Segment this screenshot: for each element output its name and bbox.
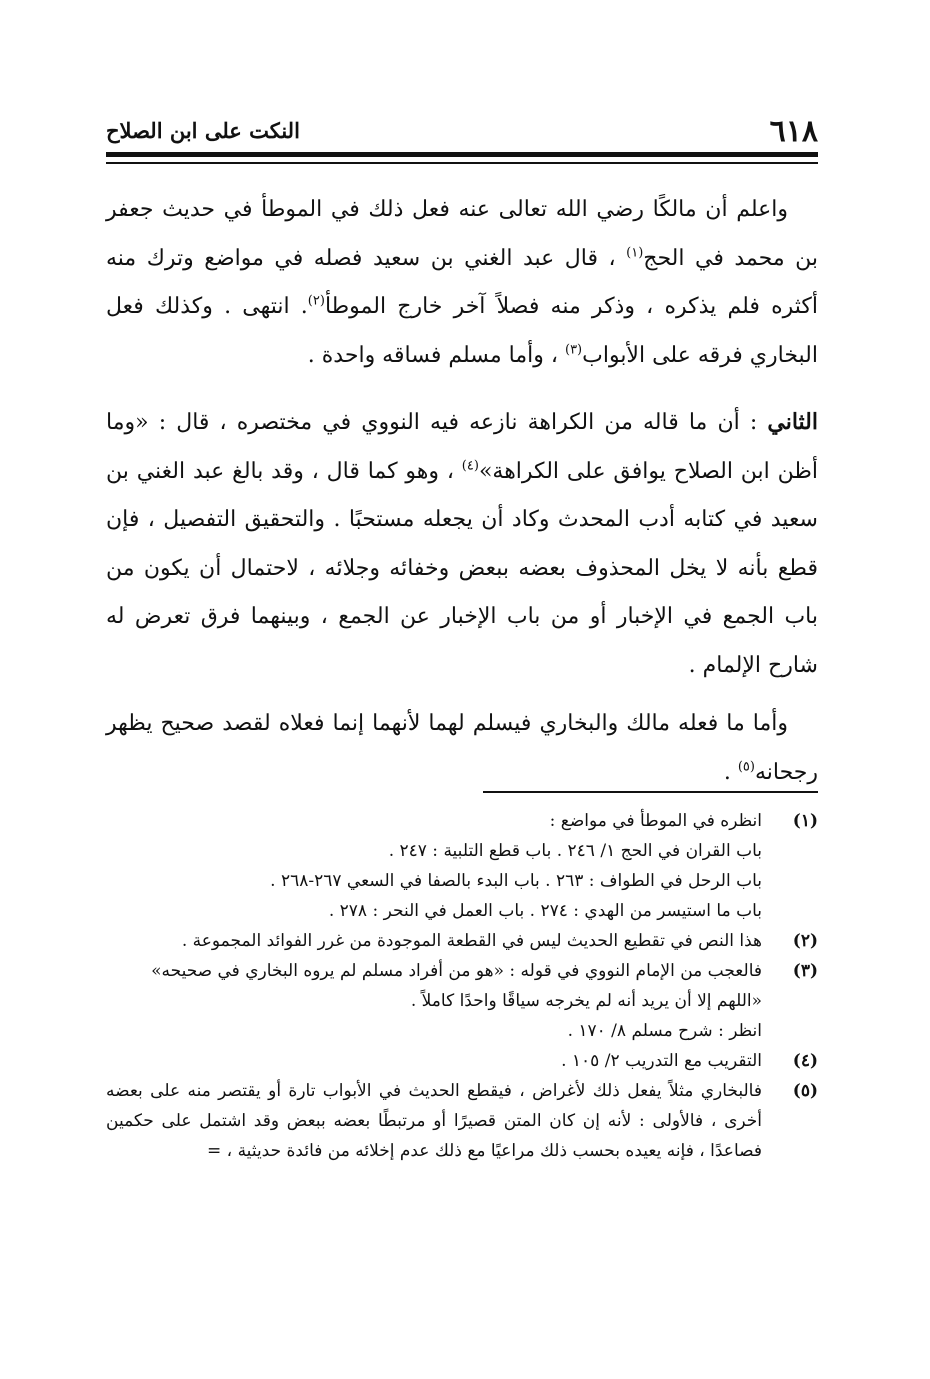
footnote-4 [106, 1046, 818, 1076]
footnotes [106, 806, 818, 1166]
footnote-number: (٣) [792, 961, 818, 981]
footnote-line: التقريب مع التدريب ٢/ ١٠٥ . [561, 1051, 762, 1071]
footnote-separator [483, 791, 818, 793]
footnote-text: فالبخاري مثلاً يفعل ذلك لأغراض ، فيقطع الحديث في الأبواب تارة أو يقتصر منه على بعضه أخرى ، فالأولى : لأنه إن كان المتن قصيرًا أو مرتبطًا بعضه ببعض وقد اشتمل على حكمين فصاعدًا ، فإنه يعيده بحسب ذلك مراعيًا مع ذلك عدم إخلائه من فائدة حديثية ، = [106, 1081, 762, 1161]
page-header [106, 112, 818, 152]
footnote-number: (٤) [792, 1051, 818, 1071]
header-rule-thick [106, 152, 818, 157]
footnote-1 [106, 806, 818, 926]
footnote-number: (٢) [792, 931, 818, 951]
page-number: ٦١٨ [769, 114, 818, 149]
paragraph-3-text-b: . [723, 759, 738, 785]
footnote-line: «اللهم إلا أن يريد أنه لم يخرجه سياقًا واحدًا كاملاً . [410, 991, 762, 1011]
paragraph-1-text: واعلم أن مالكًا رضي الله تعالى عنه فعل ذلك في الموطأ في حديث جعفر بن محمد في الحج [106, 197, 818, 271]
footnote-ref-2: (٢) [307, 293, 325, 309]
paragraph-3 [106, 700, 818, 797]
footnote-number: (١) [792, 811, 818, 831]
footnote-ref-4: (٤) [461, 458, 479, 474]
paragraph-3-text: وأما ما فعله مالك والبخاري فيسلم لهما لأنهما إنما فعلاه لقصد صحيح يظهر رجحانه [106, 711, 818, 785]
footnote-number: (٥) [792, 1081, 818, 1101]
main-text [106, 186, 818, 797]
footnote-ref-3: (٣) [564, 342, 583, 358]
paragraph-1-text-d: ، وأما مسلم فساقه واحدة . [307, 342, 565, 368]
paragraph-1-text-b: ، قال عبد الغني بن سعيد فصله في مواضع وترك منه أكثره فلم يذكره ، وذكر منه فصلاً آخر خارج الموطأ [106, 245, 818, 319]
running-title: النكت على ابن الصلاح [106, 118, 300, 143]
footnote-line: انظر : شرح مسلم ٨/ ١٧٠ . [567, 1021, 762, 1041]
footnote-5 [106, 1076, 818, 1166]
paragraph-2-text-b: ، وهو كما قال ، وقد بالغ عبد الغني بن سعيد في كتابه أدب المحدث وكاد أن يجعله مستحبًا . والتحقيق التفصيل ، فإن قطع بأنه لا يخل المحذوف بعضه ببعض وخفائه وجلائه ، لاحتمال أن يكون من باب الجمع في الإخبار أو من باب الإخبار عن الجمع ، وبينهما فرق تعرض له شارح الإلمام . [106, 458, 818, 678]
paragraph-2-text: : أن ما قاله من الكراهة نازعه فيه النووي في مختصره ، قال : «وما أظن ابن الصلاح يوافق على الكراهة» [106, 410, 818, 484]
footnote-3 [106, 956, 818, 1046]
footnote-2 [106, 926, 818, 956]
footnote-line: انظره في الموطأ في مواضع : [549, 811, 762, 831]
footnote-line: فالعجب من الإمام النووي في قوله : «هو من أفراد مسلم لم يروه البخاري في صحيحه» [151, 961, 762, 981]
footnote-line: باب الرحل في الطواف : ٢٦٣ . باب البدء بالصفا في السعي ٢٦٧-٢٦٨ . [270, 871, 762, 891]
paragraph-2-lead: الثاني [767, 409, 818, 435]
footnote-line: باب ما استيسر من الهدي : ٢٧٤ . باب العمل في النحر : ٢٧٨ . [328, 901, 762, 921]
paragraph-1 [106, 186, 818, 380]
footnote-ref-5: (٥) [737, 759, 755, 775]
header-rule-thin [106, 162, 818, 164]
paragraph-1-text-c: . انتهى . وكذلك فعل البخاري فرقه على الأبواب [106, 294, 818, 368]
footnote-ref-1: (١) [626, 245, 644, 261]
footnote-line: هذا النص في تقطيع الحديث ليس في القطعة الموجودة من غرر الفوائد المجموعة . [181, 931, 762, 951]
paragraph-2 [106, 398, 818, 690]
footnote-line: باب القران في الحج ١/ ٢٤٦ . باب قطع التلبية : ٢٤٧ . [388, 841, 762, 861]
